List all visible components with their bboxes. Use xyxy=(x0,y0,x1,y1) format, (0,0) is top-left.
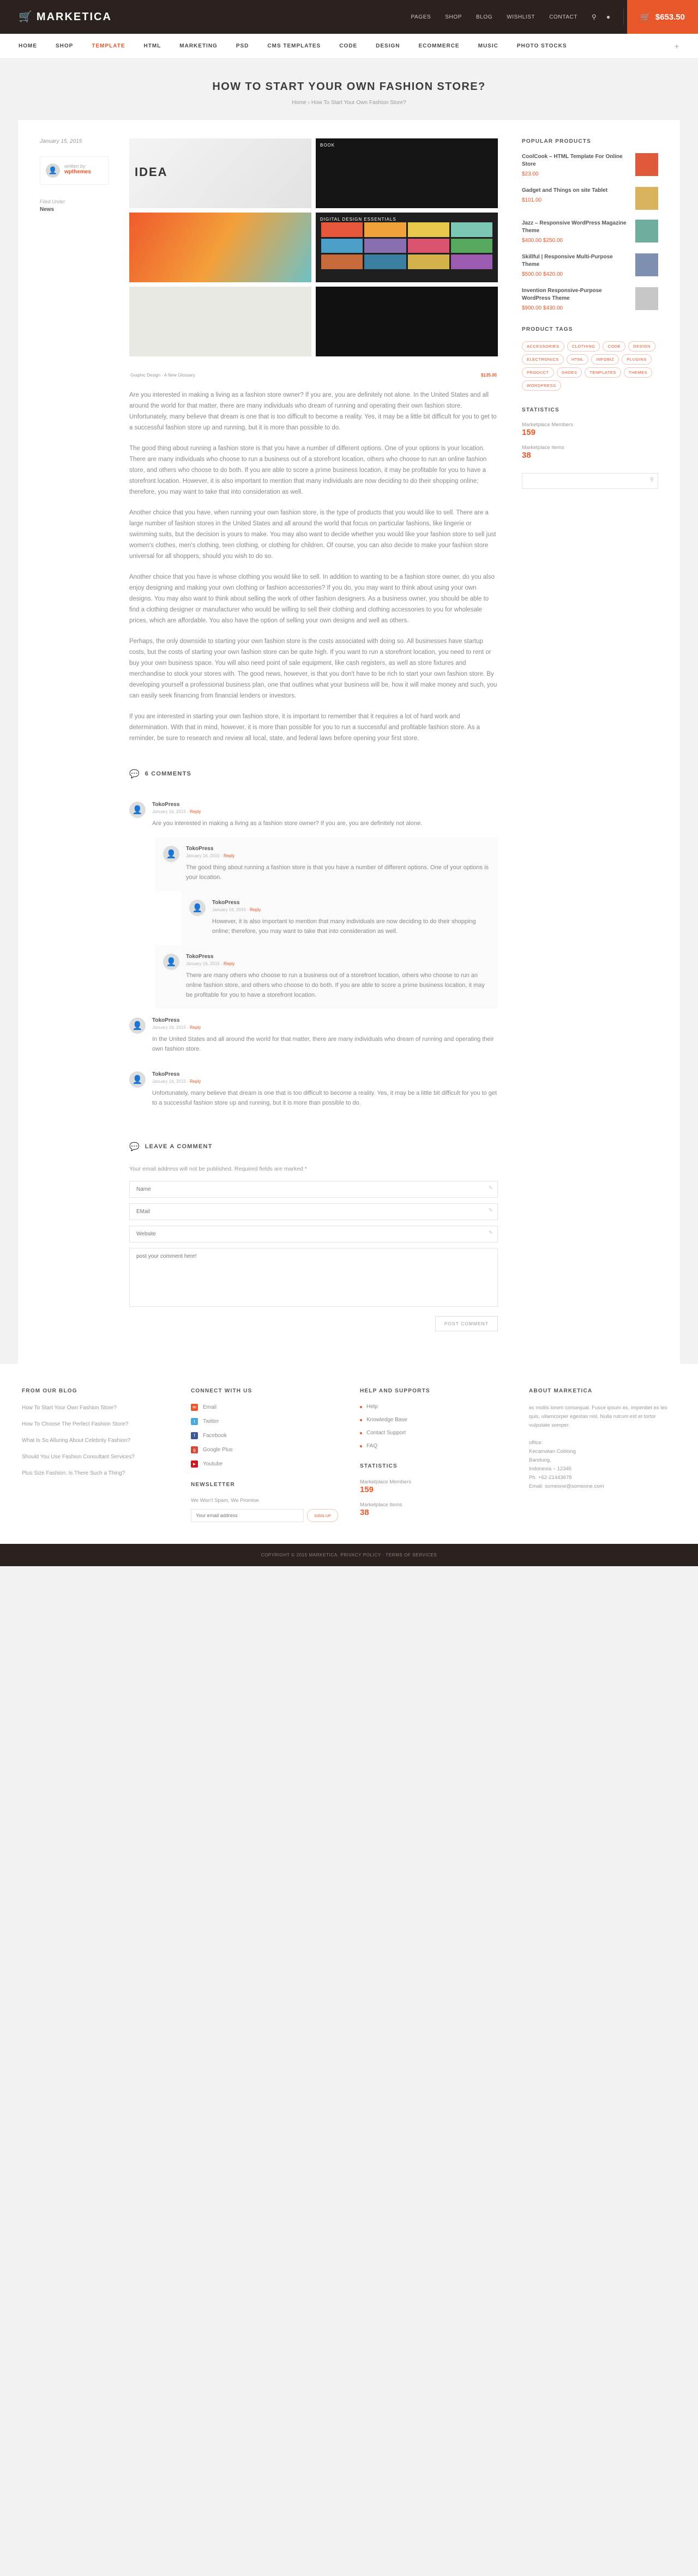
article-paragraph: The good thing about running a fashion store is that you have a number of different options. One of your options is your location. There are many individuals who choose to run a business out of a storefront location, others who choose to run an online fashion store, and others who choose to do both. If you are able to score a prime business location, it may be profitable for you to have a storefront location. However, it is also important to mention that many individuals are now deciding to do their shopping online; therefore, you may want to take that into consideration as well. xyxy=(129,445,487,495)
help-label: Knowledge Base xyxy=(366,1417,408,1423)
article-paragraph: Perhaps, the only downside to starting your own fashion store is the costs associated with doing so. All businesses have startup costs, but the costs of starting your own fashion store can be quite high. If you want to run a storefront location, you need to rent or buy your own business space. You will also need point of sale equipment, like cash registers, as well as store fixtures and merchandise to stock your stores with. The good news, however, is that you don't have to be rich to start your own fashion store. By developing yourself a professional business plan, one that outlines what your business will be, how it will make money and such, you can easily seek financing from financial lenders or investors. xyxy=(129,638,497,699)
top-nav xyxy=(411,14,578,20)
divider xyxy=(623,9,624,25)
tile-caption-idea: IDEA xyxy=(135,165,168,179)
pencil-icon: ✎ xyxy=(488,1185,493,1191)
comment-date: January 16, 2015 xyxy=(186,961,220,966)
footer-about-column xyxy=(529,1388,676,1522)
product-thumbnail xyxy=(635,253,658,276)
breadcrumb-separator: › xyxy=(308,100,310,106)
product-price: $500.00 $420.00 xyxy=(522,271,563,277)
help-label: Contact Support xyxy=(366,1430,406,1436)
social-links xyxy=(191,1404,338,1468)
digital-design-essentials-image[interactable] xyxy=(316,213,498,282)
footer-blog-link[interactable]: Plus Size Fashion: Is There Such a Thing? xyxy=(22,1470,125,1476)
article-paragraph: Another choice that you have, when running your own fashion store, is the type of products that you would like to sell. There are a large number of fashion stores in the United States and all around the world that focus on particular fashions, like lingerie or swimming suits, but the decision is yours to make. You may also want to decide whether you would like your fashion store to sell just women's clothes, men's clothing, teen clothing, or clothing for children. Of course, you can also decide to make your fashion store universal for all shoppers, should you wish to do so. xyxy=(129,510,496,560)
newsletter-email-input[interactable] xyxy=(191,1509,304,1522)
social-label: Google Plus xyxy=(203,1447,233,1453)
help-links xyxy=(360,1404,507,1449)
leave-comment-title: LEAVE A COMMENT xyxy=(145,1143,213,1150)
footer-blog-link[interactable]: Should You Use Fashion Consultant Services? xyxy=(22,1454,135,1460)
footer-address: office: Kecamatan Coblong Bandung, Indonesia – 12345 Ph. +62-21443678 Email: someone@someone.com xyxy=(529,1440,604,1489)
copyright-bar: COPYRIGHT © 2015 MARKETICA. PRIVACY POLICY · TERMS OF SERVICES xyxy=(0,1544,698,1566)
footer-blog-column xyxy=(22,1388,169,1522)
avatar: 👤 xyxy=(129,1017,146,1034)
filed-under xyxy=(40,199,109,213)
help-link-contact-support[interactable] xyxy=(360,1430,507,1436)
comment-meta: January 16, 2015 · Reply xyxy=(152,1025,201,1030)
product-item[interactable] xyxy=(522,187,658,210)
nav-shop[interactable]: SHOP xyxy=(56,43,74,49)
bullet-icon xyxy=(360,1419,362,1421)
product-thumbnail xyxy=(635,153,658,176)
submit-row xyxy=(129,1316,498,1331)
nav-home[interactable]: HOME xyxy=(19,43,37,49)
post-content-column xyxy=(129,138,498,1331)
footer-blog-title: FROM OUR BLOG xyxy=(22,1388,77,1394)
stat-items-label: Marketplace Items xyxy=(522,445,564,451)
nav-more-icon[interactable]: + xyxy=(674,41,679,51)
facebook-icon: f xyxy=(191,1432,198,1439)
gallery-product-name: Graphic Design - A New Glossary xyxy=(130,373,195,378)
youtube-icon: ► xyxy=(191,1460,198,1468)
comment-item xyxy=(129,1063,498,1117)
cart-icon: 🛒 xyxy=(19,11,32,23)
graphic-design-book-image[interactable] xyxy=(129,287,311,356)
post-author[interactable]: wpthemes xyxy=(64,169,91,175)
name-input[interactable] xyxy=(129,1181,498,1198)
product-tags xyxy=(522,341,658,391)
nav-psd[interactable]: PSD xyxy=(236,43,249,49)
top-bar xyxy=(0,0,698,34)
footer-stat-items-label: Marketplace Items xyxy=(360,1502,402,1508)
social-label: Youtube xyxy=(203,1461,223,1467)
footer-help-column xyxy=(360,1388,507,1522)
social-twitter[interactable] xyxy=(191,1418,338,1425)
content-shell xyxy=(18,120,680,1364)
stat-members-label: Marketplace Members xyxy=(522,422,573,428)
post-comment-button[interactable]: POST COMMENT xyxy=(435,1316,498,1331)
social-facebook[interactable] xyxy=(191,1432,338,1439)
gallery-product-price: $135.00 xyxy=(481,373,497,378)
newsletter-title: NEWSLETTER xyxy=(191,1482,235,1488)
post-author-box xyxy=(40,156,109,185)
comment-item xyxy=(155,837,498,891)
bullet-icon xyxy=(360,1445,362,1447)
comment-author: TokoPress xyxy=(152,1017,180,1023)
comment-author: TokoPress xyxy=(152,1071,180,1077)
post-date: January 15, 2015 xyxy=(40,138,82,144)
avatar: 👤 xyxy=(189,900,206,916)
tile-title-digital: DIGITAL DESIGN ESSENTIALS xyxy=(320,217,396,222)
nav-code[interactable]: CODE xyxy=(339,43,358,49)
tag-html[interactable]: HTML xyxy=(567,354,588,365)
idea-notebook-image[interactable] xyxy=(129,138,311,208)
bullet-icon xyxy=(360,1432,362,1434)
tag-product[interactable]: PRODUCT xyxy=(522,367,554,378)
sidebar-search xyxy=(522,473,658,489)
comment-meta: January 16, 2015 · Reply xyxy=(186,961,235,966)
comment-item xyxy=(182,891,498,945)
footer-stats-title: STATISTICS xyxy=(360,1463,398,1469)
email-icon: ✉ xyxy=(191,1404,198,1411)
reply-link[interactable]: Reply xyxy=(189,1025,201,1030)
filed-under-label: Filed Under xyxy=(40,199,65,204)
tag-wordpress[interactable]: WORDPRESS xyxy=(522,380,561,391)
stat-items-value: 38 xyxy=(522,451,531,460)
product-name: Jazz – Responsive WordPress Magazine Theme xyxy=(522,220,627,234)
article-paragraph: Another choice that you have is whose clothing you would like to sell. In addition to wanting to be a fashion store owner, do you also enjoy designing and making your own clothing or fashion accessories? If you do, you may want to think about using your own designs. You may also want to think about selling the work of other fashion designers. As a business owner, you should be able to find a clothing designer or manufacturer who would be willing to sell their clothing and clothing accessories to you for wholesale prices, which are affordable. You also have the option of selling your own designs and well as others. xyxy=(129,574,495,624)
comment-item xyxy=(155,945,498,1009)
avatar: 👤 xyxy=(129,1071,146,1088)
product-price: $400.00 $250.00 xyxy=(522,238,563,244)
comment-meta: January 16, 2015 · Reply xyxy=(152,809,201,814)
page-header xyxy=(0,59,698,120)
privacy-policy-link[interactable]: PRIVACY POLICY xyxy=(340,1553,381,1557)
terms-of-services-link[interactable]: TERMS OF SERVICES xyxy=(386,1553,437,1557)
statistics-title: STATISTICS xyxy=(522,407,559,413)
tag-infobiz[interactable]: INFOBIZ xyxy=(591,354,619,365)
product-price: $23.00 xyxy=(522,171,539,177)
reply-link[interactable]: Reply xyxy=(189,809,201,814)
user-icon[interactable]: ● xyxy=(606,13,611,21)
comment-author: TokoPress xyxy=(186,846,214,852)
shopping-cart-icon: 🛒 xyxy=(640,13,651,22)
comment-bubble-icon: 💬 xyxy=(129,769,140,779)
stat-members-value: 159 xyxy=(522,428,536,437)
page-title: HOW TO START YOUR OWN FASHION STORE? xyxy=(212,81,486,93)
comment-textarea[interactable] xyxy=(129,1248,498,1307)
footer-about-text: ec mollis lorem consequat. Fusce ipsum ex, imperdiet ex leo quis, ullamcorper egestas nisl. Nulla rutrum est et tortor vulputate semper. xyxy=(529,1405,667,1428)
footer-stat-items-value: 38 xyxy=(360,1508,369,1517)
popular-products-title: POPULAR PRODUCTS xyxy=(522,138,591,144)
comment-item xyxy=(129,793,498,837)
avatar: 👤 xyxy=(129,802,146,818)
website-input[interactable] xyxy=(129,1226,498,1242)
book-of-white-image[interactable] xyxy=(316,138,498,208)
product-name: Invention Responsive-Purpose WordPress Theme xyxy=(522,288,602,301)
product-thumbnail xyxy=(635,287,658,310)
social-google-plus[interactable] xyxy=(191,1446,338,1453)
comment-author: TokoPress xyxy=(152,802,180,808)
post-category[interactable]: News xyxy=(40,207,55,213)
comment-meta: January 16, 2015 · Reply xyxy=(152,1079,201,1084)
comment-text: In the United States and all around the world for that matter, there are many individuals who dream of running and operating their own fashion store. xyxy=(152,1036,494,1052)
product-item[interactable] xyxy=(522,220,658,244)
nav-design[interactable]: DESIGN xyxy=(376,43,400,49)
tag-design[interactable]: DESIGN xyxy=(628,341,655,351)
article-paragraph: If you are interested in starting your own fashion store, it is important to remember that it requires a lot of hard work and determination. With that in mind, however, it is more than possible for you to run a successful and profitable fashion store. As a reminder, be sure to research and review all local, state, and federal laws before opening your first store. xyxy=(129,713,480,742)
swatch-grid xyxy=(321,222,492,269)
tile-title-book: BOOK xyxy=(320,143,335,148)
comment-meta: January 16, 2015 · Reply xyxy=(186,853,235,858)
comments-count: 6 COMMENTS xyxy=(145,771,192,777)
tag-templates[interactable]: TEMPLATES xyxy=(585,367,621,378)
help-link-help[interactable] xyxy=(360,1404,507,1410)
cart-total: $653.50 xyxy=(655,12,685,22)
product-price: $101.00 xyxy=(522,197,542,203)
nav-cms-templates[interactable]: CMS TEMPLATES xyxy=(267,43,321,49)
article-paragraph: Are you interested in making a living as a fashion store owner? If you are, you are definitely not alone. In the United States and all around the world for that matter, there are many individuals who dream of running and operating their own fashion store. Unfortunately, many believe that dream is one that is too difficult to become a reality. Yes, it may be a little bit difficult for you to get to a successful fashion store up and running, but it is more than possible to do. xyxy=(129,392,497,431)
social-label: Facebook xyxy=(203,1433,227,1439)
top-nav-wishlist[interactable]: WISHLIST xyxy=(507,14,535,20)
email-field-wrap xyxy=(129,1203,498,1220)
footer-stat-members-label: Marketplace Members xyxy=(360,1479,411,1485)
top-nav-blog[interactable]: BLOG xyxy=(476,14,493,20)
leave-comment-heading xyxy=(129,1142,498,1151)
avatar: 👤 xyxy=(163,846,179,862)
newsletter-signup-button[interactable]: SIGN UP xyxy=(307,1509,338,1522)
colorful-swatch-image[interactable] xyxy=(129,213,311,282)
search-input[interactable] xyxy=(522,473,658,489)
help-link-faq[interactable] xyxy=(360,1443,507,1449)
footer xyxy=(0,1364,698,1544)
pencil-icon: ✎ xyxy=(488,1208,493,1214)
footer-connect-title: CONNECT WITH US xyxy=(191,1388,252,1394)
social-label: Email xyxy=(203,1404,217,1410)
top-icon-group xyxy=(592,9,627,25)
tag-themes[interactable]: THEMES xyxy=(624,367,652,378)
comment-date: January 16, 2015 xyxy=(152,809,186,814)
main-nav xyxy=(0,34,698,59)
post-meta-column xyxy=(40,138,109,1331)
tag-accessories[interactable]: ACCESSORIES xyxy=(522,341,564,351)
reply-link[interactable]: Reply xyxy=(189,1079,201,1084)
product-thumbnail xyxy=(635,220,658,243)
comments-heading xyxy=(129,769,498,779)
site-logo[interactable] xyxy=(19,11,112,23)
footer-blog-link[interactable]: How To Start Your Own Fashion Store? xyxy=(22,1405,117,1411)
sidebar xyxy=(522,138,658,1331)
breadcrumb-home[interactable]: Home xyxy=(292,100,306,106)
footer-blog-link[interactable]: What Is So Alluring About Celebrity Fashion? xyxy=(22,1438,130,1444)
product-name: Skillful | Responsive Multi-Purpose Theme xyxy=(522,254,613,268)
product-item[interactable] xyxy=(522,253,658,277)
breadcrumb xyxy=(0,100,698,106)
breadcrumb-current: How To Start Your Own Fashion Store? xyxy=(311,100,406,106)
comment-author: TokoPress xyxy=(186,954,214,960)
tag-code[interactable]: CODE xyxy=(603,341,625,351)
social-label: Twitter xyxy=(203,1419,219,1425)
footer-stat-members-value: 159 xyxy=(360,1485,374,1494)
product-name: Gadget and Things on site Tablet xyxy=(522,187,608,193)
newsletter-note: We Won't Spam, We Promise xyxy=(191,1498,259,1504)
copyright-text: COPYRIGHT © 2015 MARKETICA. xyxy=(261,1553,339,1557)
nav-photo-stocks[interactable]: PHOTO STOCKS xyxy=(516,43,567,49)
search-icon[interactable]: ⚲ xyxy=(649,477,654,483)
email-input[interactable] xyxy=(129,1203,498,1220)
message-field-wrap xyxy=(129,1248,498,1308)
comment-date: January 16, 2015 xyxy=(152,1025,186,1030)
comment-text: There are many others who choose to run a business out of a storefront location, others who choose to run an online fashion store, and others who choose to do both. If you are able to score a prime business location, it may be profitable for you to have a storefront location. xyxy=(186,972,485,998)
twitter-icon: t xyxy=(191,1418,198,1425)
comment-date: January 16, 2015 xyxy=(152,1079,186,1084)
footer-about-title: ABOUT MARKETICA xyxy=(529,1388,593,1394)
logo-text: MARKETICA xyxy=(36,10,112,23)
reply-link[interactable]: Reply xyxy=(223,853,235,858)
tag-electronics[interactable]: ELECTRONICS xyxy=(522,354,564,365)
comment-text: Are you interested in making a living as a fashion store owner? If you are, you are definitely not alone. xyxy=(152,820,423,827)
nav-html[interactable]: HTML xyxy=(143,43,161,49)
google-plus-icon: g xyxy=(191,1446,198,1453)
top-nav-contact[interactable]: CONTACT xyxy=(549,14,578,20)
reply-link[interactable]: Reply xyxy=(249,907,261,912)
bullet-icon xyxy=(360,1406,362,1408)
nav-music[interactable]: MUSIC xyxy=(478,43,498,49)
avatar: 👤 xyxy=(46,163,60,178)
comment-text: Unfortunately, many believe that dream is one that is too difficult to become a reality. Yes, it may be a little bit difficult for you to get to a successful fashion store up and running, but it is more than possible to do. xyxy=(152,1090,497,1106)
comment-item xyxy=(129,1009,498,1063)
cart-button[interactable] xyxy=(627,0,698,34)
nav-marketing[interactable]: MARKETING xyxy=(179,43,218,49)
social-youtube[interactable] xyxy=(191,1460,338,1468)
comment-meta: January 16, 2015 · Reply xyxy=(212,907,261,912)
post-gallery xyxy=(129,138,498,356)
gallery-product-row xyxy=(129,371,498,378)
footer-help-title: HELP AND SUPPORTS xyxy=(360,1388,430,1394)
name-field-wrap xyxy=(129,1181,498,1198)
top-nav-pages[interactable]: PAGES xyxy=(411,14,431,20)
help-link-knowledge-base[interactable] xyxy=(360,1417,507,1423)
comment-date: January 16, 2015 xyxy=(212,907,246,912)
product-tags-title: PRODUCT TAGS xyxy=(522,326,573,332)
nav-template[interactable]: TEMPLATE xyxy=(92,43,125,49)
comment-text: The good thing about running a fashion store is that you have a number of different options. One of your options is your location. xyxy=(186,864,489,881)
comment-bubble-icon: 💬 xyxy=(129,1142,140,1151)
newsletter-form xyxy=(191,1509,338,1522)
article-body xyxy=(129,390,498,744)
social-email[interactable] xyxy=(191,1404,338,1411)
top-nav-shop[interactable]: SHOP xyxy=(445,14,462,20)
written-by-label: written by xyxy=(64,163,86,169)
help-label: FAQ xyxy=(366,1443,378,1449)
help-label: Help xyxy=(366,1404,378,1410)
product-price: $900.00 $430.00 xyxy=(522,305,563,311)
website-field-wrap xyxy=(129,1226,498,1242)
footer-blog-link[interactable]: How To Choose The Perfect Fashion Store? xyxy=(22,1421,129,1427)
search-icon[interactable]: ⚲ xyxy=(592,13,597,21)
tag-plugins[interactable]: PLUGINS xyxy=(622,354,651,365)
reply-link[interactable]: Reply xyxy=(223,961,235,966)
comment-text: However, it is also important to mention that many individuals are now deciding to do their shopping online; therefore, you may want to take that into consideration as well. xyxy=(212,918,476,935)
comment-author: TokoPress xyxy=(212,900,240,906)
tag-clothing[interactable]: CLOTHING xyxy=(567,341,600,351)
footer-connect-column xyxy=(191,1388,338,1522)
color-palette-image[interactable] xyxy=(316,287,498,356)
product-item[interactable] xyxy=(522,153,658,177)
nav-ecommerce[interactable]: ECOMMERCE xyxy=(418,43,460,49)
product-item[interactable] xyxy=(522,287,658,311)
avatar: 👤 xyxy=(163,954,179,970)
comment-date: January 16, 2015 xyxy=(186,853,220,858)
tag-shoes[interactable]: SHOES xyxy=(557,367,582,378)
pencil-icon: ✎ xyxy=(488,1230,493,1236)
comment-form-note: Your email address will not be published. Required fields are marked * xyxy=(129,1166,307,1172)
product-name: CoolCook – HTML Template For Online Store xyxy=(522,154,623,167)
product-thumbnail xyxy=(635,187,658,210)
